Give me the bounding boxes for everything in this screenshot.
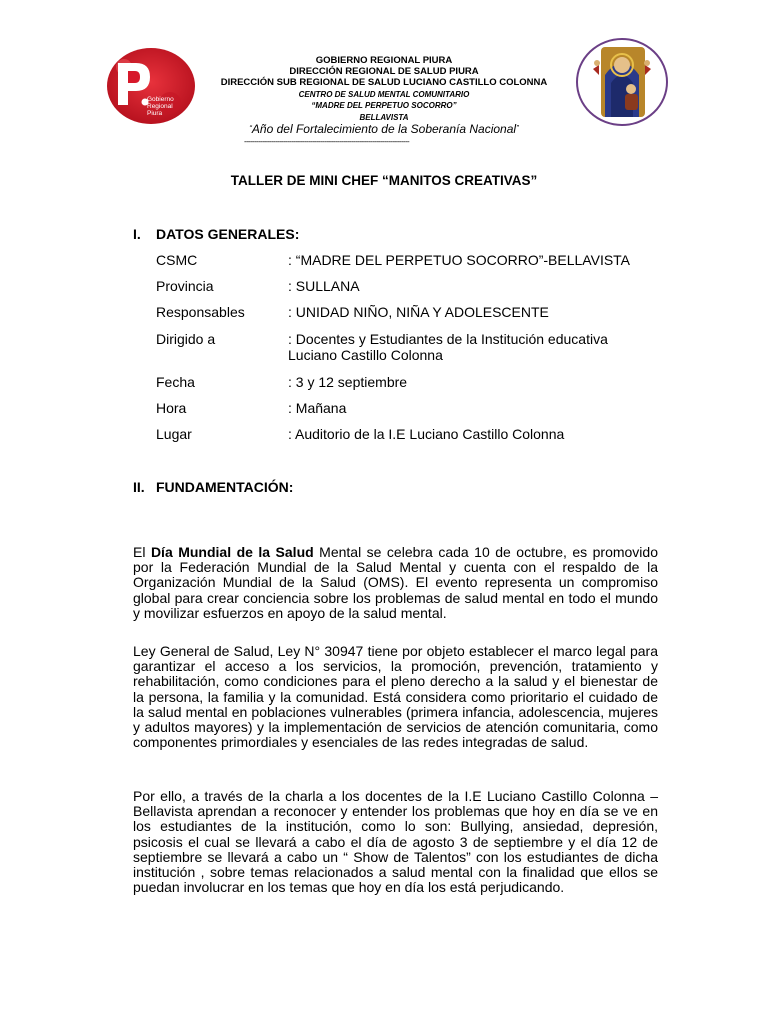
field-value: : UNIDAD NIÑO, NIÑA Y ADOLESCENTE bbox=[288, 304, 549, 320]
section-title: DATOS GENERALES: bbox=[156, 226, 300, 242]
header-line-3: DIRECCIÓN SUB REGIONAL DE SALUD LUCIANO CASTILLO COLONNA bbox=[220, 77, 548, 88]
field-value: : Auditorio de la I.E Luciano Castillo Colonna bbox=[288, 426, 565, 442]
paragraph-por-ello: Por ello, a través de la charla a los docentes de la I.E Luciano Castillo Colonna – Bellavista aprendan a reconocer y entender los problemas que hoy en día se ve en los estudiantes de la institución, como lo son: Bullying, ansiedad, depresión, psicosis el cual se llevará a cabo el día de agosto 3 de septiembre y el día 12 de septiembre se llevará a cabo un “ Show de Talentos” con los estudiantes de dicha institución , sobre temas relacionados a salud mental con la finalidad que ellos se puedan involucrar en los temas que hoy en día los está perjudicando. bbox=[133, 788, 658, 896]
field-value: : SULLANA bbox=[288, 278, 360, 294]
logo-text-line-1: Gobierno bbox=[147, 96, 174, 103]
header-center-title: “MADRE DEL PERPETUO SOCORRO” bbox=[311, 101, 457, 110]
field-label: Provincia bbox=[156, 278, 214, 294]
logo-text-line-3: Piura bbox=[147, 110, 163, 117]
paragraph-bold-text: Día Mundial de la Salud bbox=[150, 544, 314, 560]
header-location: BELLAVISTA bbox=[359, 113, 409, 122]
section-title: FUNDAMENTACIÓN: bbox=[156, 479, 294, 495]
paragraph-text: Mental se celebra cada 10 de octubre, es promovido por la Federación Mundial de la Salud Mental y cuenta con el respaldo de la Organización Mundial de la Salud (OMS). El evento representa un compromiso global para crear conciencia sobre los problemas de salud mental en todo el mundo y movilizar esfuerzos en apoyo de la salud mental. bbox=[133, 544, 658, 621]
paragraph-dia-mundial bbox=[133, 545, 658, 621]
field-label: Responsables bbox=[156, 304, 245, 320]
year-motto bbox=[200, 122, 568, 136]
virgin-icon-medallion bbox=[575, 37, 669, 127]
field-label: Hora bbox=[156, 400, 187, 416]
field-value: : 3 y 12 septiembre bbox=[288, 374, 408, 390]
header-divider: -------------------------------------------------------------------------------- bbox=[244, 137, 410, 146]
field-value: : Mañana bbox=[288, 400, 347, 416]
header-line-1: GOBIERNO REGIONAL PIURA bbox=[315, 55, 453, 66]
field-label: Dirigido a bbox=[156, 331, 216, 347]
field-value: : “MADRE DEL PERPETUO SOCORRO”-BELLAVISTA bbox=[288, 252, 631, 268]
section-number: II. bbox=[133, 479, 145, 495]
field-label: Fecha bbox=[156, 374, 195, 390]
paragraph-text: El bbox=[133, 544, 151, 560]
document-title: TALLER DE MINI CHEF “MANITOS CREATIVAS” bbox=[230, 173, 538, 188]
header-line-2: DIRECCIÓN REGIONAL DE SALUD PIURA bbox=[289, 66, 479, 77]
field-value: : Docentes y Estudiantes de la Institución educativa Luciano Castillo Colonna bbox=[288, 331, 608, 363]
field-label: Lugar bbox=[156, 426, 192, 442]
header-center-name: CENTRO DE SALUD MENTAL COMUNITARIO bbox=[298, 90, 470, 99]
section-number: I. bbox=[133, 226, 141, 242]
paragraph-ley-general: Ley General de Salud, Ley N° 30947 tiene por objeto establecer el marco legal para garantizar el acceso a los servicios, la promoción, prevención, tratamiento y rehabilitación, como condiciones para el pleno derecho a la salud y el bienestar de la persona, la familia y la comunidad. Está considera como prioritario el cuidado de la salud mental en poblaciones vulnerables (primera infancia, adolescencia, mujeres y adultos mayores) y la implementación de servicios de atención comunitaria, como componentes primordiales y esenciales de las redes integradas de salud. bbox=[133, 643, 658, 751]
motto-close-quote: ” bbox=[516, 124, 519, 133]
motto-open-quote: “ bbox=[249, 124, 252, 133]
field-label: CSMC bbox=[156, 252, 198, 268]
logo-text-line-2: Regional bbox=[147, 103, 173, 110]
gobierno-regional-piura-logo bbox=[106, 47, 196, 125]
motto-text: Año del Fortalecimiento de la Soberanía Nacional bbox=[251, 122, 517, 136]
